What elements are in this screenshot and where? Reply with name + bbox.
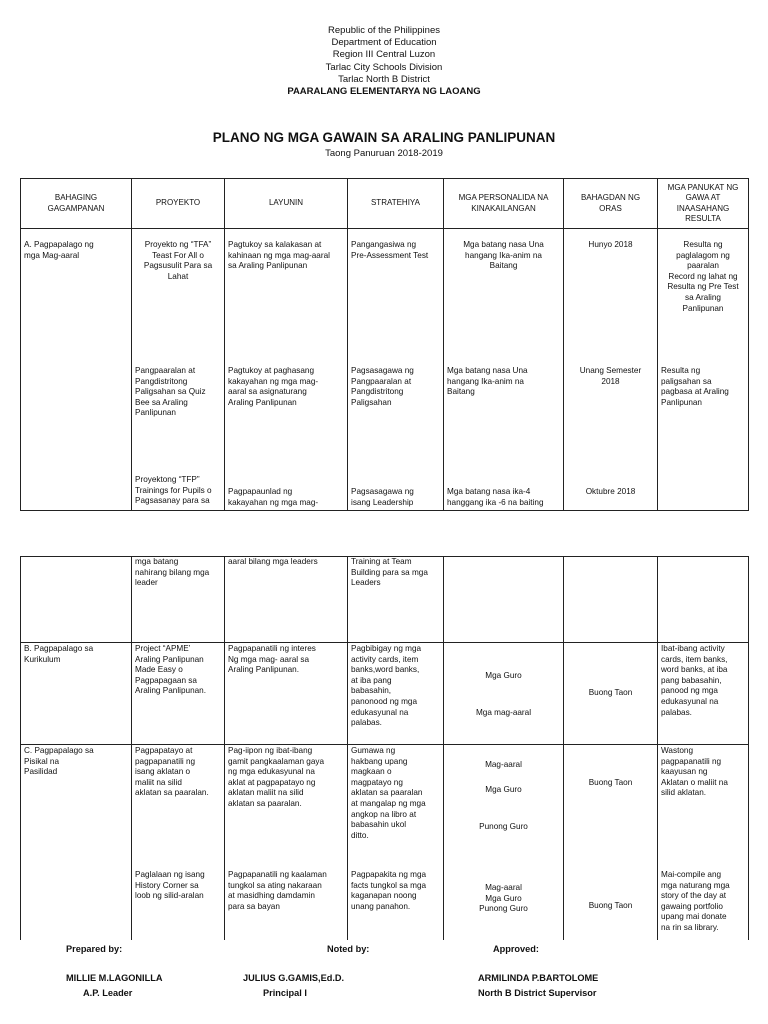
section-c-label: C. Pagpapalago sa Pisikal na Pasilidad [24, 746, 94, 777]
col-header-layunin: LAYUNIN [268, 198, 304, 208]
a3-stratehiya: Pagsasagawa ng isang Leadership [351, 487, 414, 507]
approved-label: Approved: [493, 944, 539, 954]
approved-role: North B District Supervisor [478, 988, 597, 998]
header-line-1: Republic of the Philippines [328, 25, 440, 36]
c2-proyekto: Paglalaan ng isang History Corner sa loob ng silid-aralan [135, 870, 205, 901]
page-title: PLANO NG MGA GAWAIN SA ARALING PANLIPUNAN [212, 130, 556, 145]
a1-personalida: Mga batang nasa Una hangang Ika-anim na Baitang [463, 240, 544, 271]
col-header-oras: BAHAGDAN NG ORAS [580, 193, 641, 213]
a1-stratehiya: Pangangasiwa ng Pre-Assessment Test [351, 240, 429, 260]
a3-oras: Oktubre 2018 [585, 487, 636, 496]
c1-stratehiya: Gumawa ng hakbang upang magkaan o magpatayo ng aklatan sa paaralan at mangalap ng mga angkop na libro at babasahin ukol ditto. [351, 746, 426, 840]
a2-personalida: Mga batang nasa Una hangang Ika-anim na Baitang [447, 366, 528, 397]
a1-resulta: Resulta ng paglalagom ng paaralan Record ng lahat ng Resulta ng Pre Test sa Araling Panlipunan [667, 240, 739, 313]
col-header-panukat: MGA PANUKAT NG GAWA AT INAASAHANG RESULTA [667, 182, 739, 223]
a1-layunin: Pagtukoy sa kalakasan at kahinaan ng mga mag-aaral sa Araling Panlipunan [228, 240, 330, 271]
c2-oras: Buong Taon [588, 901, 633, 910]
a2-layunin: Pagtukoy at paghasang kakayahan ng mga mag- aaral sa asignaturang Araling Panlipunan [228, 366, 319, 407]
a3-layunin: Pagpapaunlad ng kakayahan ng mga mag- [228, 487, 319, 507]
header-line-2: Department of Education [331, 37, 437, 49]
a2-proyekto: Pangpaaralan at Pangdistritong Paligsahan sa Quiz Bee sa Araling Panlipunan [135, 366, 206, 418]
col-header-personalida: MGA PERSONALIDA NA KINAKAILANGAN [458, 193, 549, 213]
cont-layunin: aaral bilang mga leaders [228, 557, 318, 566]
school-name: PAARALANG ELEMENTARYA NG LAOANG [287, 86, 481, 98]
a1-oras: Hunyo 2018 [588, 240, 633, 249]
b-personalida-mag-aaral: Mga mag-aaral [475, 708, 532, 717]
a3-personalida: Mga batang nasa ika-4 hanggang ika -6 na baiting [447, 487, 544, 507]
header-line-5: Tarlac North B District [338, 73, 430, 85]
a1-proyekto: Proyekto ng “TFA” Teast For All o Pagsusulit Para sa Lahat [143, 240, 213, 281]
approved-name: ARMILINDA P.BARTOLOME [478, 973, 599, 983]
a3-proyekto: Proyektong “TFP” Trainings for Pupils o Pagsasanay para sa [135, 475, 212, 506]
noted-role: Principal I [263, 988, 307, 998]
b-resulta: Ibat-ibang activity cards, item banks, word banks, at iba pang babasahin, panood ng mga edukasyunal na palabas. [661, 644, 728, 717]
c1-proyekto: Pagpapatayo at pagpapanatili ng isang aklatan o maliit na silid aklatan sa paaralan. [135, 746, 209, 798]
school-year: Taong Panuruan 2018-2019 [325, 148, 443, 159]
noted-name: JULIUS G.GAMIS,Ed.D. [243, 973, 345, 983]
col-header-proyekto: PROYEKTO [155, 198, 201, 208]
b-personalida-guro: Mga Guro [485, 671, 522, 680]
cont-proyekto: mga batang nahirang bilang mga leader [135, 557, 210, 588]
c2-layunin: Pagpapanatili ng kaalaman tungkol sa ating nakaraan at masidhing damdamin para sa bayan [228, 870, 327, 911]
header-line-3: Region III Central Luzon [332, 49, 436, 61]
noted-label: Noted by: [327, 944, 370, 954]
c1-resulta: Wastong pagpapanatili ng kaayusan ng Aklatan o maliit na silid aklatan. [661, 746, 728, 798]
c1-personalida-guro: Mga Guro [485, 785, 522, 794]
a2-resulta: Resulta ng paligsahan sa pagbasa at Araling Panlipunan [661, 366, 729, 407]
col-header-bahaging: BAHAGING GAGAMPANAN [47, 193, 105, 213]
col-header-stratehiya: STRATEHIYA [370, 198, 421, 208]
c1-personalida-punong-guro: Punong Guro [479, 822, 528, 831]
a2-oras: Unang Semester 2018 [579, 366, 642, 386]
b-oras: Buong Taon [588, 688, 633, 697]
section-b-label: B. Pagpapalago sa Kurikulum [24, 644, 94, 664]
c1-personalida-mag-aaral: Mag-aaral [485, 760, 522, 769]
prepared-role: A.P. Leader [83, 988, 133, 998]
c1-oras: Buong Taon [588, 778, 633, 787]
c2-personalida: Mag-aaral Mga Guro Punong Guro [479, 883, 528, 914]
c1-layunin: Pag-iipon ng ibat-ibang gamit pangkaalaman gaya ng mga edukasyunal na aklat at pagpapatayo ng aklatan maliit na silid aklatan sa paaralan. [228, 746, 325, 808]
b-proyekto: Project “APME’ Araling Panlipunan Made Easy o Pagpapagaan sa Araling Panlipunan. [135, 644, 207, 696]
b-stratehiya: Pagbibigay ng mga activity cards, item banks,word banks, at iba pang babasahin, panonood ng mga edukasyunal na palabas. [351, 644, 422, 728]
b-layunin: Pagpapanatili ng interes Ng mga mag- aaral sa Araling Panlipunan. [228, 644, 316, 675]
c2-resulta: Mai-compile ang mga naturang mga story of the day at gawaing portfolio upang mai donate na rin sa library. [661, 870, 730, 932]
a2-stratehiya: Pagsasagawa ng Pangpaaralan at Pangdistritong Paligsahan [351, 366, 414, 407]
cont-stratehiya: Training at Team Building para sa mga Leaders [351, 557, 428, 588]
letterhead [0, 25, 768, 98]
header-line-4: Tarlac City Schools Division [325, 61, 443, 73]
c2-stratehiya: Pagpapakita ng mga facts tungkol sa mga kaganapan noong unang panahon. [351, 870, 427, 911]
section-a-label: A. Pagpapalago ng mga Mag-aaral [24, 240, 94, 260]
prepared-name: MILLIE M.LAGONILLA [66, 973, 163, 983]
prepared-label: Prepared by: [66, 944, 123, 954]
